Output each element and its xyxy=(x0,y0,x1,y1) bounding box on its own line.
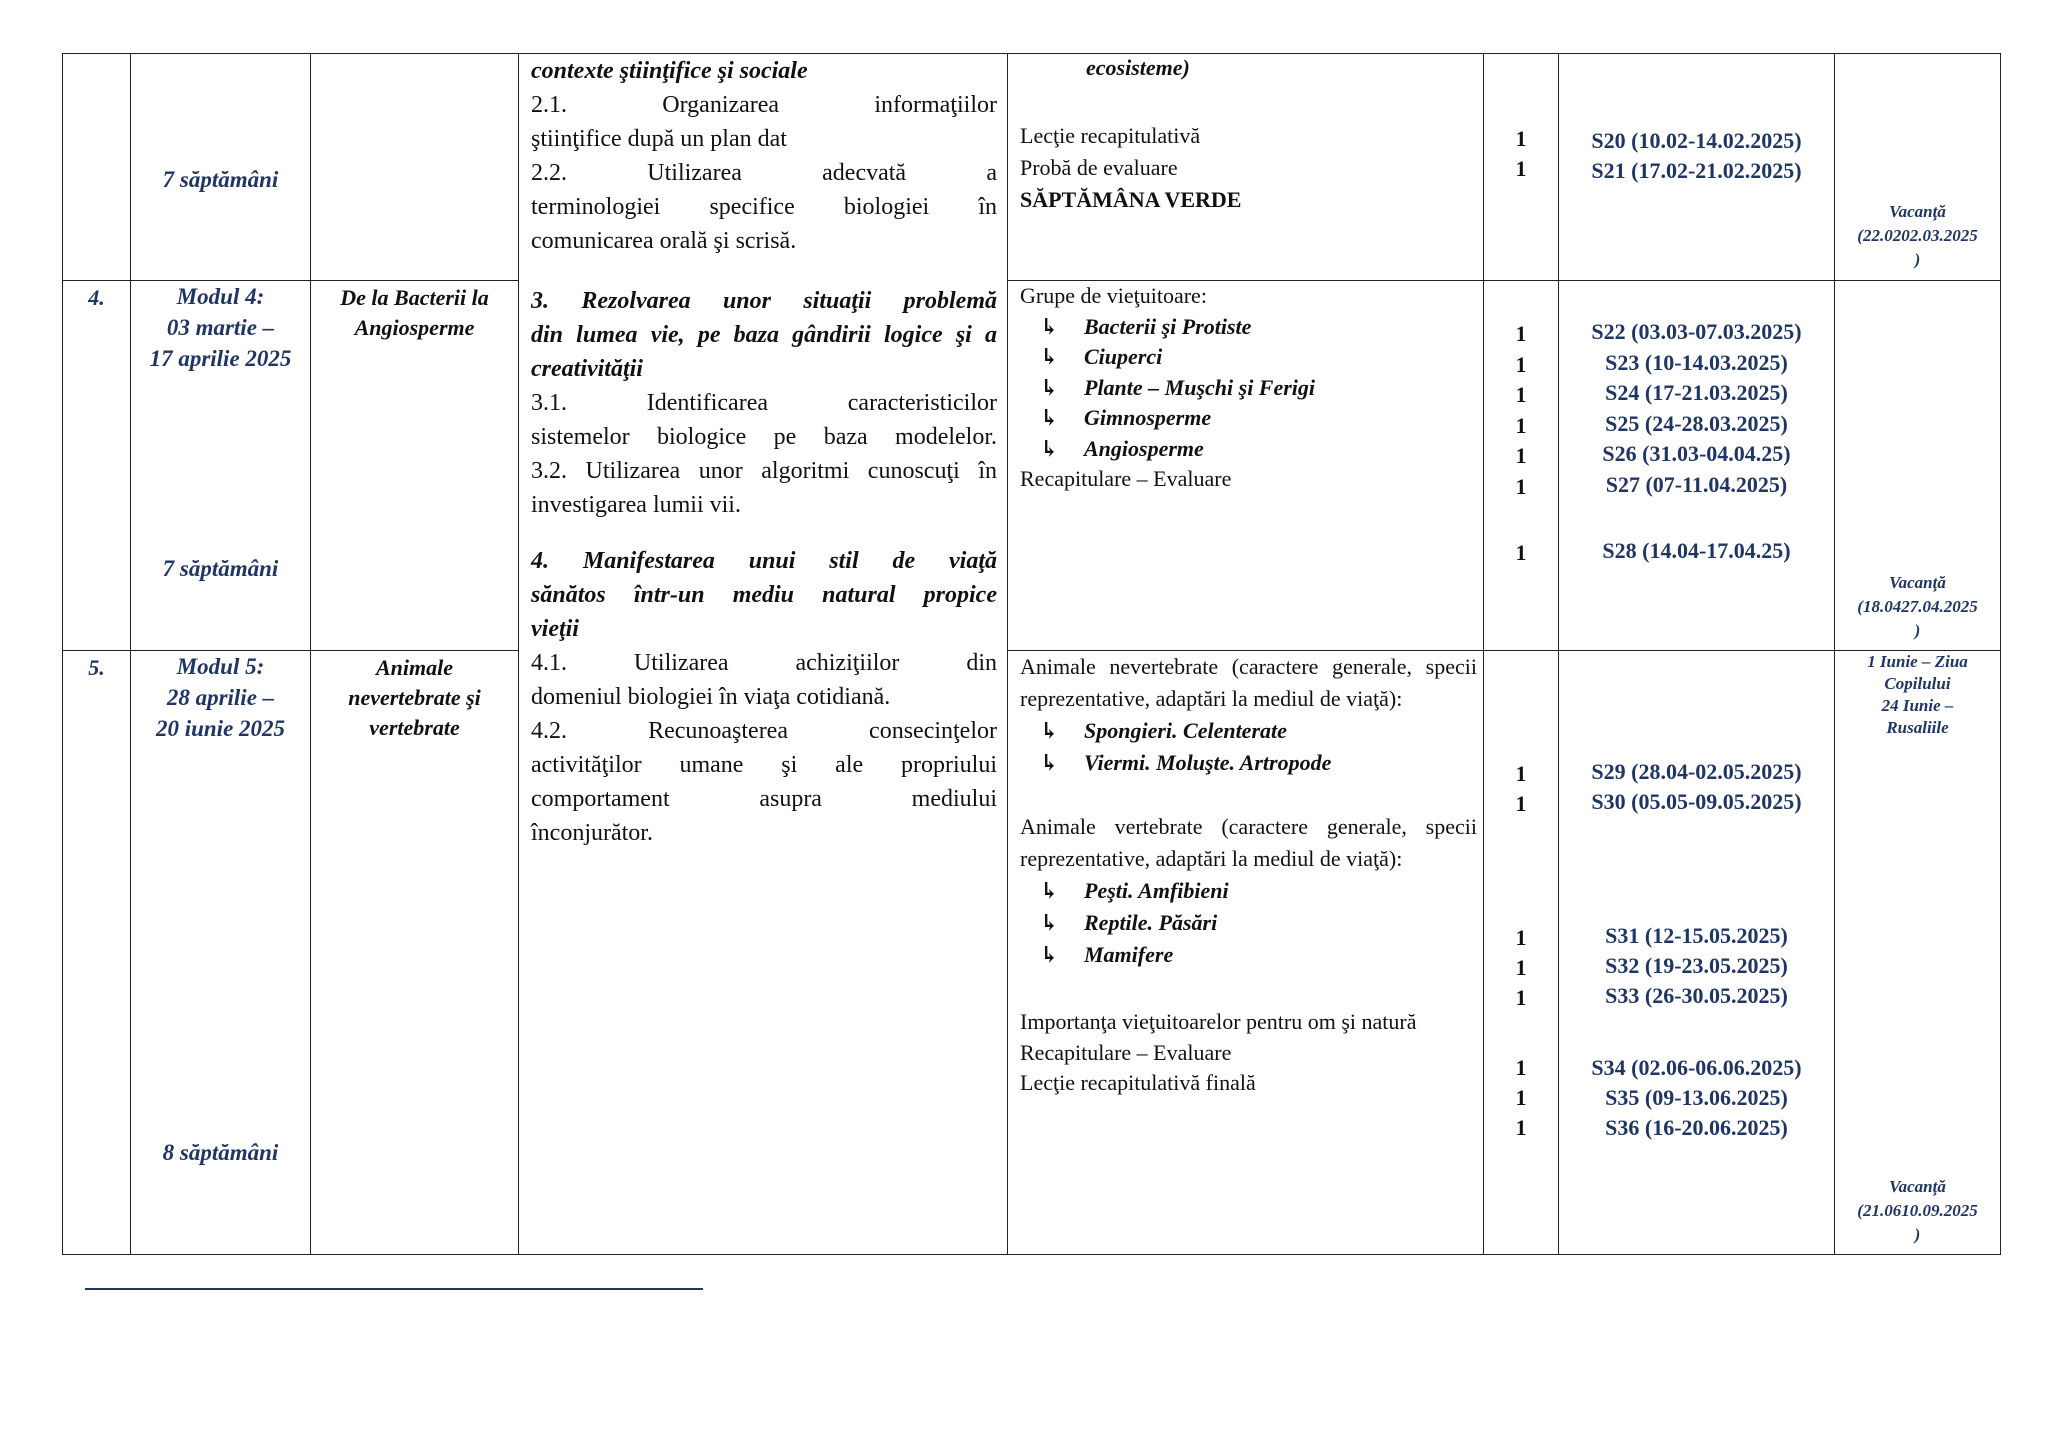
table-row xyxy=(63,281,2001,651)
theme-cell xyxy=(311,54,519,281)
activities-cell xyxy=(1008,651,1484,1255)
nr-cell xyxy=(63,651,131,1255)
row-number: 4. xyxy=(88,285,105,310)
hours-cell xyxy=(1484,651,1559,1255)
hours-value: 1 xyxy=(1515,761,1527,786)
competence-4-1: 4.1. Utilizarea achiziţiilor din xyxy=(531,650,997,676)
theme-title-end: vertebrate xyxy=(369,715,460,740)
competence-4-2: 4.2. Recunoaşterea consecinţelor xyxy=(531,718,997,744)
hours-value: 1 xyxy=(1515,351,1527,377)
hours-value: 1 xyxy=(1515,540,1527,565)
period-value: S30 (05.05-09.05.2025) xyxy=(1591,789,1802,814)
activity-line: SĂPTĂMÂNA VERDE xyxy=(1020,187,1242,212)
arrow-icon: ↳ xyxy=(1040,750,1059,775)
arrow-icon: ↳ xyxy=(1040,878,1059,903)
theme-title: De la Bacterii la xyxy=(340,285,489,310)
arrow-icon: ↳ xyxy=(1040,374,1059,400)
period-value: S25 (24-28.03.2025) xyxy=(1605,410,1788,436)
planning-table xyxy=(62,53,2001,1255)
hours-value: 1 xyxy=(1515,1085,1527,1110)
vacation-dates: (18.0427.04.2025 xyxy=(1857,597,1978,616)
vacation-dates-end: ) xyxy=(1914,250,1921,269)
modul-start: 03 martie – xyxy=(166,315,275,340)
period-value: S21 (17.02-21.02.2025) xyxy=(1591,158,1802,183)
weeks-label: 7 săptămâni xyxy=(162,556,279,581)
competence-3-2-cont: investigarea lumii vii. xyxy=(531,492,741,518)
competences-cell xyxy=(519,54,1008,1255)
hours-value: 1 xyxy=(1515,412,1527,438)
holiday-note: Rusaliile xyxy=(1886,718,1949,737)
period-value: S32 (19-23.05.2025) xyxy=(1605,953,1788,978)
competence-4-2-cont2: comportament asupra mediului xyxy=(531,786,997,812)
modul-title: Modul 5: xyxy=(176,654,265,679)
hours-value: 1 xyxy=(1515,955,1527,980)
hours-value: 1 xyxy=(1515,382,1527,407)
activity-bullet: ↳ Ciuperci xyxy=(1020,342,1477,373)
arrow-icon: ↳ xyxy=(1040,313,1059,339)
hours-value: 1 xyxy=(1515,1055,1527,1080)
period-value: S34 (02.06-06.06.2025) xyxy=(1591,1055,1802,1080)
hours-value: 1 xyxy=(1515,1115,1527,1140)
activity-line: Probă de evaluare xyxy=(1020,155,1178,180)
competence-2-1: 2.1. Organizarea informaţiilor xyxy=(531,92,997,118)
nr-cell xyxy=(63,281,131,651)
activity-bullet: ↳ Bacterii şi Protiste xyxy=(1020,312,1477,343)
vacation-label: Vacanţă xyxy=(1889,202,1946,221)
period-value: S36 (16-20.06.2025) xyxy=(1605,1115,1788,1140)
arrow-icon: ↳ xyxy=(1040,435,1059,461)
theme-cell xyxy=(311,651,519,1255)
hours-value: 1 xyxy=(1515,156,1527,181)
competence-4-1-cont: domeniul biologiei în viaţa cotidiană. xyxy=(531,684,891,710)
notes-cell xyxy=(1835,54,2001,281)
activity-line: Recapitulare – Evaluare xyxy=(1020,1039,1232,1065)
activities-cell xyxy=(1008,281,1484,651)
hours-value: 1 xyxy=(1515,925,1527,950)
competence-4-2-end: înconjurător. xyxy=(531,820,653,846)
period-value: S20 (10.02-14.02.2025) xyxy=(1591,128,1802,153)
period-value: S22 (03.03-07.03.2025) xyxy=(1591,319,1802,344)
competence-4-cont: sănătos într-un mediu natural propice xyxy=(531,582,997,608)
period-cell xyxy=(1559,281,1835,651)
competence-2-2: 2.2. Utilizarea adecvată a xyxy=(531,160,997,186)
period-value: S27 (07-11.04.2025) xyxy=(1605,471,1788,497)
competence-3-1: 3.1. Identificarea caracteristicilor xyxy=(531,390,997,416)
activities-cell xyxy=(1008,54,1484,281)
competence-3-2: 3.2. Utilizarea unor algoritmi cunoscuţi în xyxy=(531,458,997,484)
theme-title-cont: Angiosperme xyxy=(354,315,475,340)
activity-intro: Animale nevertebrate (caractere generale, specii reprezentative, adaptări la mediul de viaţă): xyxy=(1020,654,1477,711)
activity-intro: Grupe de vieţuitoare: xyxy=(1020,283,1207,308)
weeks-label: 8 săptămâni xyxy=(162,1140,279,1165)
activity-outro: Recapitulare – Evaluare xyxy=(1020,466,1232,491)
hours-value: 1 xyxy=(1515,321,1527,346)
period-value: S26 (31.03-04.04.25) xyxy=(1602,441,1791,466)
arrow-icon: ↳ xyxy=(1040,942,1059,967)
vacation-dates: (21.0610.09.2025 xyxy=(1857,1201,1978,1220)
notes-cell xyxy=(1835,281,2001,651)
nr-cell xyxy=(63,54,131,281)
activity-line: Lecţie recapitulativă xyxy=(1020,123,1201,148)
modul-cell xyxy=(131,651,311,1255)
table-row xyxy=(63,54,2001,281)
period-value: S33 (26-30.05.2025) xyxy=(1605,983,1788,1008)
competence-4: 4. Manifestarea unui stil de viaţă xyxy=(531,548,997,574)
activity-line: Importanţa vieţuitoarelor pentru om şi natură xyxy=(1020,1009,1417,1034)
activity-bullet: ↳ Peşti. Amfibieni xyxy=(1020,875,1477,907)
holiday-note: 1 Iunie – Ziua xyxy=(1867,652,1968,671)
activity-line: Lecţie recapitulativă finală xyxy=(1020,1070,1256,1095)
activity-bullet: ↳ Reptile. Păsări xyxy=(1020,907,1477,939)
period-cell xyxy=(1559,54,1835,281)
modul-start: 28 aprilie – xyxy=(166,685,275,710)
hours-cell xyxy=(1484,281,1559,651)
modul-title: Modul 4: xyxy=(176,284,265,309)
competence-2-2-cont: terminologiei specifice biologiei în xyxy=(531,194,997,220)
period-value: S31 (12-15.05.2025) xyxy=(1605,923,1788,948)
arrow-icon: ↳ xyxy=(1040,718,1059,743)
period-value: S28 (14.04-17.04.25) xyxy=(1602,538,1791,563)
activity-bullet: ↳ Viermi. Moluşte. Artropode xyxy=(1020,747,1477,779)
hours-value: 1 xyxy=(1515,791,1527,816)
competence-2-1-cont: ştiinţifice după un plan dat xyxy=(531,126,787,152)
competence-4-end: vieţii xyxy=(531,616,579,642)
activity-intro: Animale vertebrate (caractere generale, specii reprezentative, adaptări la mediul de viaţă): xyxy=(1020,814,1477,871)
arrow-icon: ↳ xyxy=(1040,405,1059,430)
activity-bullet: ↳ Spongieri. Celenterate xyxy=(1020,715,1477,747)
competence-4-2-cont: activităţilor umane şi ale propriului xyxy=(531,752,997,778)
arrow-icon: ↳ xyxy=(1040,344,1059,369)
vacation-dates-end: ) xyxy=(1914,621,1921,640)
hours-value: 1 xyxy=(1515,985,1527,1010)
holiday-note: 24 Iunie – xyxy=(1881,696,1954,715)
theme-title: Animale xyxy=(375,655,453,680)
modul-cell xyxy=(131,54,311,281)
hours-cell xyxy=(1484,54,1559,281)
holiday-note: Copilului xyxy=(1884,674,1951,693)
period-value: S24 (17-21.03.2025) xyxy=(1605,380,1788,405)
modul-cell xyxy=(131,281,311,651)
modul-end: 17 aprilie 2025 xyxy=(149,346,292,371)
competence-3-1-cont: sistemelor biologice pe baza modelelor. xyxy=(531,424,997,450)
vacation-label: Vacanţă xyxy=(1889,1177,1946,1196)
hours-value: 1 xyxy=(1515,473,1527,499)
activity-bullet: ↳ Angiosperme xyxy=(1020,434,1477,465)
competence-3-end: creativităţii xyxy=(531,356,643,382)
table-row xyxy=(63,651,2001,1255)
weeks-label: 7 săptămâni xyxy=(162,167,279,192)
vacation-label: Vacanţă xyxy=(1889,573,1946,592)
vacation-dates-end: ) xyxy=(1914,1225,1921,1244)
hours-value: 1 xyxy=(1515,126,1527,151)
hours-value: 1 xyxy=(1515,443,1527,468)
competence-3-cont: din lumea vie, pe baza gândirii logice şi a xyxy=(531,322,997,348)
modul-end: 20 iunie 2025 xyxy=(155,716,286,741)
activity-bullet: ↳ Plante – Muşchi şi Ferigi xyxy=(1020,373,1477,404)
activity-bullet: ↳ Gimnosperme xyxy=(1020,403,1477,434)
period-value: S29 (28.04-02.05.2025) xyxy=(1591,759,1802,784)
vacation-dates: (22.0202.03.2025 xyxy=(1857,226,1978,245)
period-cell xyxy=(1559,651,1835,1255)
period-value: S35 (09-13.06.2025) xyxy=(1605,1085,1788,1110)
arrow-icon: ↳ xyxy=(1040,910,1059,935)
notes-cell xyxy=(1835,651,2001,1255)
footnote-separator xyxy=(85,1288,703,1290)
competence-1-tail: contexte ştiinţifice şi sociale xyxy=(531,58,808,84)
activity-line: ecosisteme) xyxy=(1086,55,1190,80)
theme-cell xyxy=(311,281,519,651)
row-number: 5. xyxy=(88,655,105,680)
activity-bullet: ↳ Mamifere xyxy=(1020,939,1477,971)
period-value: S23 (10-14.03.2025) xyxy=(1605,349,1788,375)
theme-title-cont: nevertebrate şi xyxy=(348,685,481,710)
competence-3: 3. Rezolvarea unor situaţii problemă xyxy=(531,288,997,314)
competence-2-2-end: comunicarea orală şi scrisă. xyxy=(531,228,797,254)
